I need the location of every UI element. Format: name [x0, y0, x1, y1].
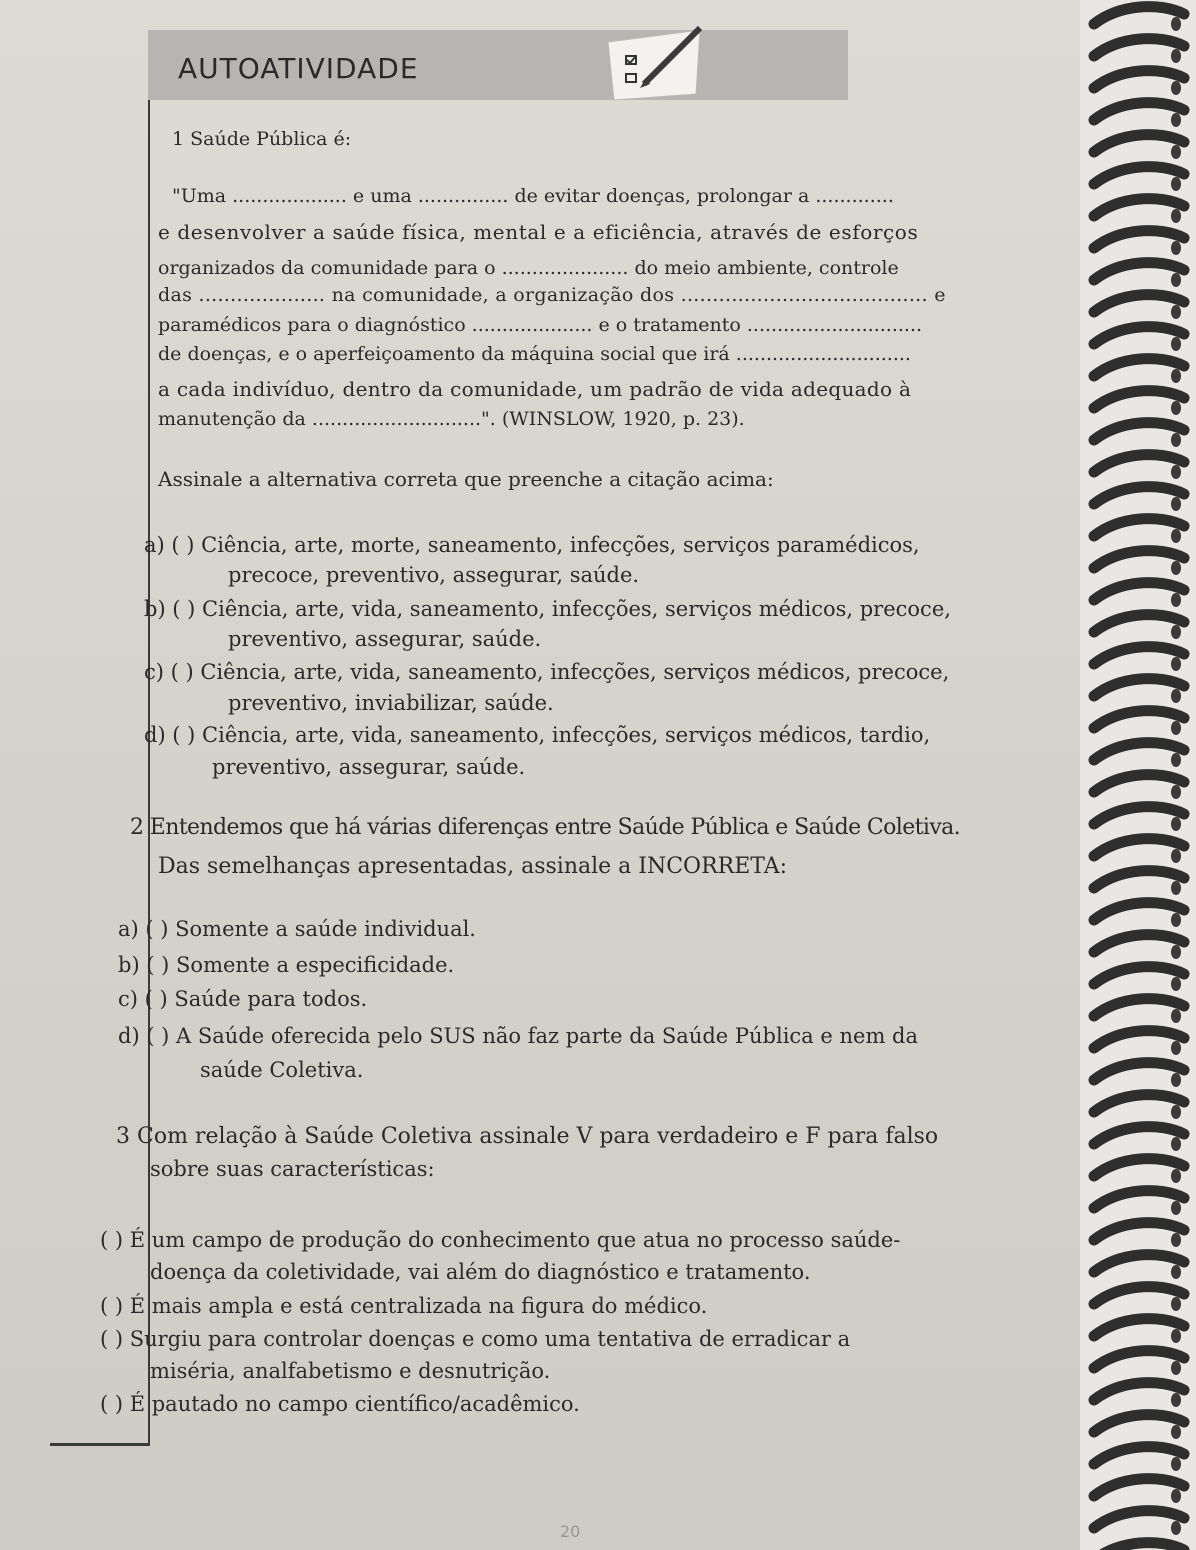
spiral-hole: [1171, 977, 1181, 991]
spiral-hole: [1171, 625, 1181, 639]
q1-option-d[interactable]: d) ( ) Ciência, arte, vida, saneamento, infecções, serviços médicos, tardio,: [144, 723, 931, 747]
q1-option-d-cont: preventivo, assegurar, saúde.: [212, 755, 526, 779]
spiral-hole: [1171, 177, 1181, 191]
q1-passage-line: de doenças, e o aperfeiçoamento da máquina social que irá .............................: [158, 343, 911, 365]
spiral-hole: [1171, 881, 1181, 895]
spiral-hole: [1171, 113, 1181, 127]
spiral-hole: [1171, 49, 1181, 63]
question-2-title: 2 Entendemos que há várias diferenças entre Saúde Pública e Saúde Coletiva.: [130, 815, 961, 840]
spiral-hole: [1171, 1361, 1181, 1375]
q1-instruction: Assinale a alternativa correta que preenche a citação acima:: [158, 467, 774, 491]
q3-item-1-cont: doença da coletividade, vai além do diagnóstico e tratamento.: [150, 1260, 811, 1284]
q1-passage-line: a cada indivíduo, dentro da comunidade, um padrão de vida adequado à: [158, 377, 912, 401]
q2-option-a[interactable]: a) ( ) Somente a saúde individual.: [118, 917, 476, 941]
spiral-hole: [1171, 913, 1181, 927]
q1-passage-line: das .................... na comunidade, a organização dos ....................................... e: [158, 284, 946, 306]
spiral-hole: [1171, 1265, 1181, 1279]
q3-item-2[interactable]: ( ) É mais ampla e está centralizada na figura do médico.: [100, 1294, 708, 1318]
q1-passage-line: "Uma ................... e uma ............... de evitar doenças, prolongar a .............: [172, 185, 894, 207]
spiral-hole: [1171, 1233, 1181, 1247]
spiral-hole: [1171, 305, 1181, 319]
spiral-hole: [1171, 1041, 1181, 1055]
q1-option-b-cont: preventivo, assegurar, saúde.: [228, 627, 542, 651]
checklist-pencil-icon: [600, 22, 710, 102]
q3-item-1[interactable]: ( ) É um campo de produção do conhecimento que atua no processo saúde-: [100, 1228, 901, 1252]
spiral-hole: [1171, 273, 1181, 287]
spiral-hole: [1171, 1489, 1181, 1503]
q3-item-4[interactable]: ( ) É pautado no campo científico/acadêmico.: [100, 1392, 580, 1416]
spiral-hole: [1171, 145, 1181, 159]
spiral-hole: [1171, 561, 1181, 575]
spiral-hole: [1171, 1201, 1181, 1215]
spiral-hole: [1171, 1425, 1181, 1439]
spiral-binding: [1080, 0, 1196, 1550]
spiral-hole: [1171, 721, 1181, 735]
q2-option-d-cont: saúde Coletiva.: [200, 1058, 364, 1082]
spiral-hole: [1171, 1457, 1181, 1471]
q2-option-c[interactable]: c) ( ) Saúde para todos.: [118, 987, 368, 1011]
margin-rule-horizontal: [50, 1443, 150, 1446]
spiral-hole: [1171, 209, 1181, 223]
q1-passage-line: e desenvolver a saúde física, mental e a eficiência, através de esforços: [158, 220, 919, 244]
spiral-hole: [1171, 17, 1181, 31]
spiral-hole: [1171, 1105, 1181, 1119]
spiral-hole: [1171, 465, 1181, 479]
spiral-hole: [1171, 657, 1181, 671]
page-title: AUTOATIVIDADE: [178, 52, 419, 85]
spiral-hole: [1171, 337, 1181, 351]
spiral-hole: [1171, 241, 1181, 255]
q2-option-d[interactable]: d) ( ) A Saúde oferecida pelo SUS não faz parte da Saúde Pública e nem da: [118, 1024, 918, 1048]
q1-option-c-cont: preventivo, inviabilizar, saúde.: [228, 691, 554, 715]
question-1-title: 1 Saúde Pública é:: [172, 128, 352, 150]
spiral-hole: [1171, 945, 1181, 959]
spiral-hole: [1171, 1137, 1181, 1151]
question-3-title: 3 Com relação à Saúde Coletiva assinale V para verdadeiro e F para falso: [116, 1124, 939, 1149]
q3-item-3-cont: miséria, analfabetismo e desnutrição.: [150, 1359, 551, 1383]
q3-item-3[interactable]: ( ) Surgiu para controlar doenças e como uma tentativa de erradicar a: [100, 1327, 851, 1351]
spiral-hole: [1171, 785, 1181, 799]
spiral-hole: [1171, 1393, 1181, 1407]
q1-option-b[interactable]: b) ( ) Ciência, arte, vida, saneamento, infecções, serviços médicos, precoce,: [144, 597, 951, 621]
q1-passage-line: manutenção da ............................". (WINSLOW, 1920, p. 23).: [158, 408, 745, 430]
spiral-hole: [1171, 529, 1181, 543]
spiral-hole: [1171, 593, 1181, 607]
q1-option-a-cont: precoce, preventivo, assegurar, saúde.: [228, 563, 640, 587]
q1-option-c[interactable]: c) ( ) Ciência, arte, vida, saneamento, infecções, serviços médicos, precoce,: [144, 660, 950, 684]
spiral-hole: [1171, 689, 1181, 703]
spiral-hole: [1171, 1169, 1181, 1183]
question-2-instruction: Das semelhanças apresentadas, assinale a INCORRETA:: [158, 854, 788, 879]
spiral-hole: [1171, 849, 1181, 863]
spiral-hole: [1171, 753, 1181, 767]
q1-passage-line: organizados da comunidade para o ..................... do meio ambiente, controle: [158, 257, 899, 279]
spiral-hole: [1171, 1073, 1181, 1087]
spiral-hole: [1171, 1009, 1181, 1023]
question-3-instruction: sobre suas características:: [150, 1157, 435, 1181]
spiral-hole: [1171, 401, 1181, 415]
q1-passage-line: paramédicos para o diagnóstico .................... e o tratamento .............................: [158, 314, 923, 336]
spiral-hole: [1171, 81, 1181, 95]
page-number: 20: [560, 1522, 581, 1541]
spiral-hole: [1171, 1521, 1181, 1535]
q2-option-b[interactable]: b) ( ) Somente a especificidade.: [118, 953, 455, 977]
spiral-hole: [1171, 1329, 1181, 1343]
spiral-hole: [1171, 369, 1181, 383]
spiral-hole: [1171, 817, 1181, 831]
spiral-hole: [1171, 1297, 1181, 1311]
spiral-hole: [1171, 433, 1181, 447]
spiral-hole: [1171, 497, 1181, 511]
q1-option-a[interactable]: a) ( ) Ciência, arte, morte, saneamento, infecções, serviços paramédicos,: [144, 533, 920, 557]
